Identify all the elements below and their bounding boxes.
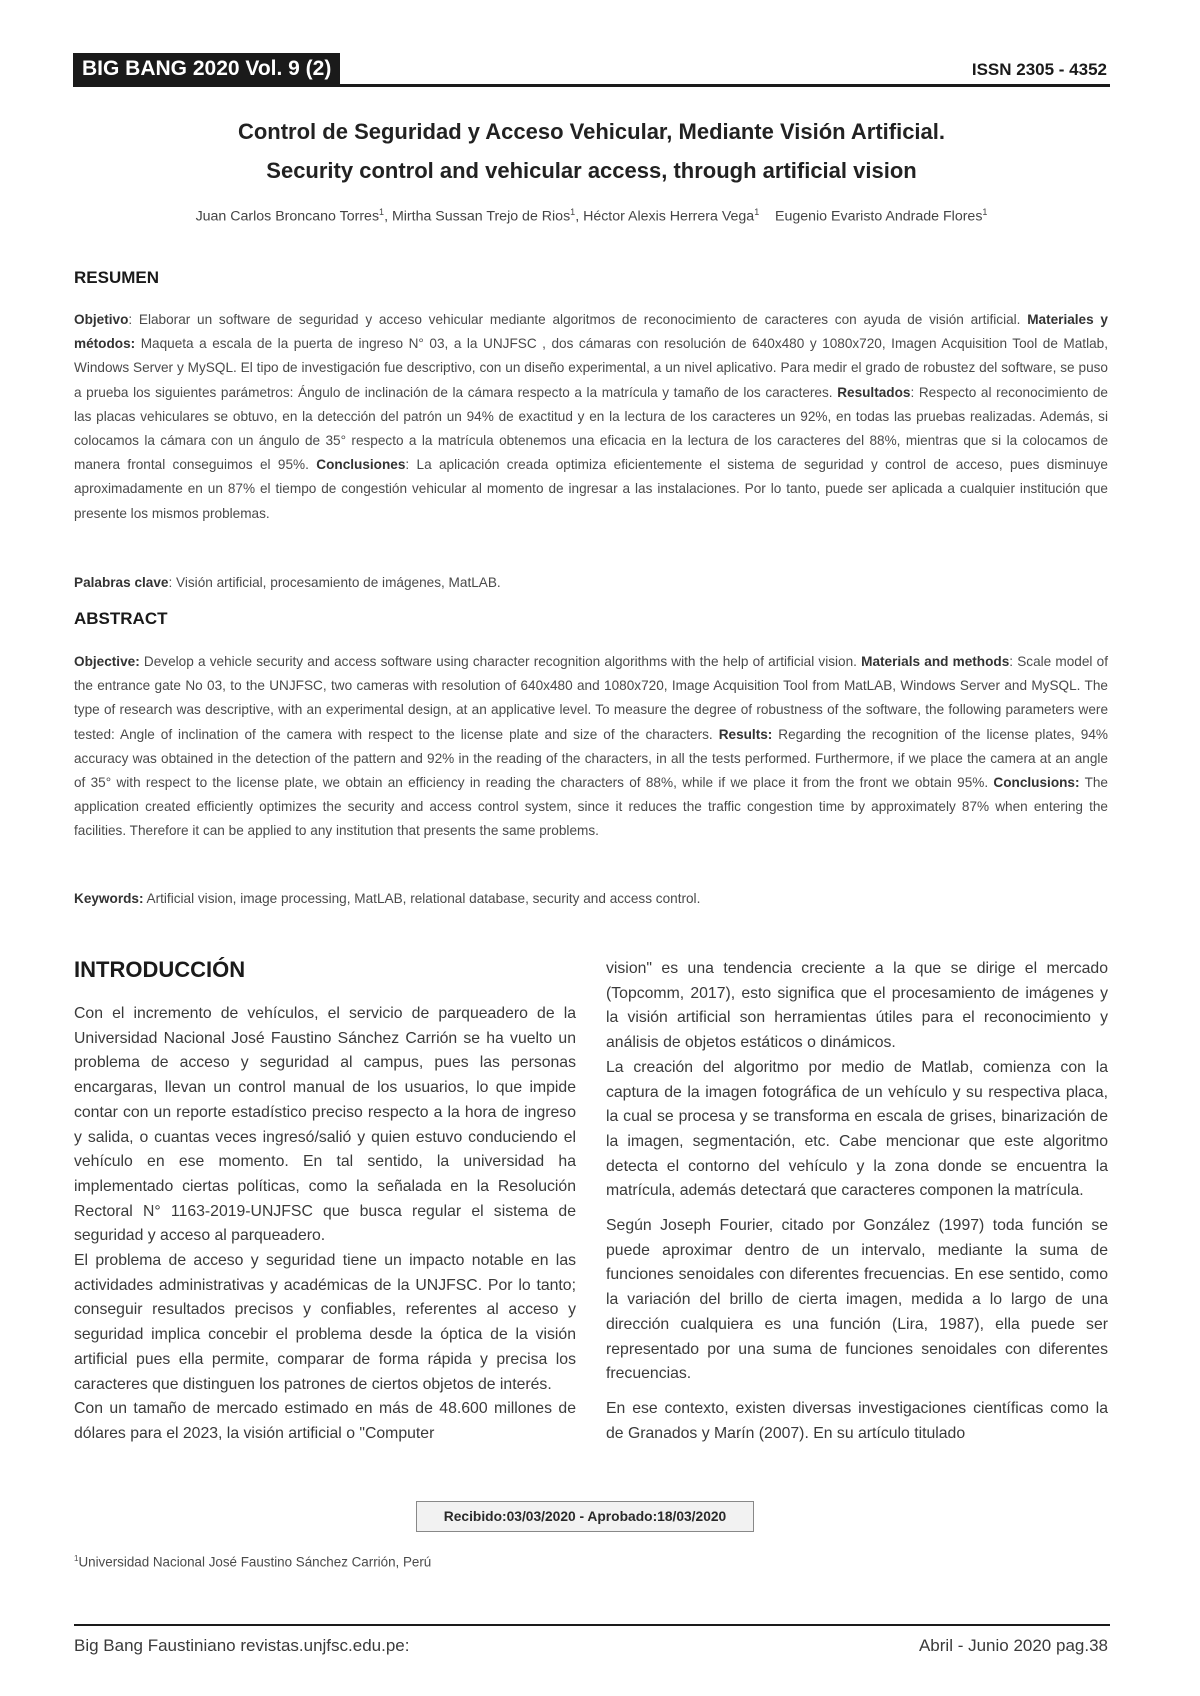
resumen-paragraph [74,308,1108,526]
intro-paragraph: Con el incremento de vehículos, el servicio de parqueadero de la Universidad Nacional José Faustino Sánchez Carrión se ha vuelto un problema de acceso y seguridad al campus, pues las personas encargaras, llevan un control manual de los usuarios, lo que impide contar con un reporte estadístico preciso respecto a la hora de ingreso y salida, o cuantas veces ingresó/salió y quien estuvo conduciendo el vehículo en ese momento. En tal sentido, la universidad ha implementado ciertas políticas, como la señalada en la Resolución Rectoral N° 1163-2019-UNJFSC que busca regular el sistema de seguridad y acceso al parqueadero. [74,1005,576,1245]
journal-badge: BIG BANG 2020 Vol. 9 (2) [73,53,340,85]
author-separator: , [384,208,392,225]
author-separator: , [575,208,584,225]
header-rule [73,84,1110,87]
text-materials: : Scale model of the entrance gate No 03, to the UNJFSC, two cameras with resolution of 640x480 and 1080x720, Image Acquisition Tool from MatLAB, Windows Server and MySQL. The type of research was descriptive, with an experimental design, at an applicative level. To measure the degree of robustness of the software, the following parameters were tested: Angle of inclination of the camera with respect to the license plate and size of the characters. [74,654,1108,742]
affiliation-mark: 1 [754,207,760,217]
intro-paragraph: Según Joseph Fourier, citado por González (1997) toda función se puede aproximar dentro de un intervalo, mediante la suma de funciones senoidales con diferentes frecuencias. En ese sentido, como la variación del brillo de cierta imagen, medida a lo largo de una dirección cualquiera es una función (Lira, 1987), ella puede ser representado por una suma de funciones senoidales con diferentes frecuencias. [606,1217,1108,1383]
author-list [73,207,1110,225]
label-conclusions: Conclusions: [993,775,1080,791]
text-keywords: Artificial vision, image processing, MatLAB, relational database, security and access control. [143,891,701,906]
text-materiales: Maqueta a escala de la puerta de ingreso N° 03, a la UNJFSC , dos cámaras con resolución de 640x480 y 1080x720, Imagen Acquisition Tool de Matlab, Windows Server y MySQL. El tipo de investigación fue descriptivo, con un diseño experimental, a un nivel aplicativo. Para medir el grado de robustez del software, se puso a prueba los siguientes parámetros: Ángulo de inclinación de la cámara respecto a la matrícula y tamaño de los caracteres. [74,336,1108,400]
label-results: Results: [718,726,773,742]
intro-paragraph: La creación del algoritmo por medio de Matlab, comienza con la captura de la imagen fotográfica de un vehículo y su respectiva placa, la cual se procesa y se transforma en escala de grises, binarización de la imagen, segmentación, etc. Cabe mencionar que este algoritmo detecta el contorno del vehículo y la zona donde se encuentra la matrícula, además detectará que caracteres componen la matrícula. [606,1058,1108,1200]
text-objective: Develop a vehicle security and access software using character recognition algorithms with the help of artificial vision. [139,654,862,669]
text-resultados: : Respecto al reconocimiento de las placas vehiculares se obtuvo, en la detección del patrón un 94% de exactitud y en la lectura de los caracteres un 92%, en todas las pruebas realizadas. Además, si colocamos la cámara con un ángulo de 35° respecto a la matrícula obtenemos una eficacia en la lectura de los caracteres del 88%, mientras que si la colocamos de manera frontal conseguimos el 95%. [74,384,1108,473]
text-objetivo: : Elaborar un software de seguridad y acceso vehicular mediante algoritmos de reconocimiento de caracteres con ayuda de visión artificial. [128,312,1028,327]
footer-journal-site: Big Bang Faustiniano revistas.unjfsc.edu.pe: [74,1636,410,1655]
title-spanish: Control de Seguridad y Acceso Vehicular, Mediante Visión Artificial. [237,119,946,144]
footnote-mark: 1 [74,1554,79,1563]
label-objective: Objective: [74,654,140,669]
keywords [74,887,1108,911]
section-heading-abstract: ABSTRACT [74,609,168,628]
received-dates-box: Recibido:03/03/2020 - Aprobado:18/03/2020 [416,1501,754,1532]
palabras-clave [74,571,1108,595]
label-conclusiones: Conclusiones [316,457,406,473]
label-keywords: Keywords: [74,891,144,906]
label-materiales: Materiales y métodos: [74,312,1108,352]
affiliation-mark: 1 [379,207,385,217]
intro-paragraph: vision" es una tendencia creciente a la que se dirige el mercado (Topcomm, 2017), esto significa que el procesamiento de imágenes y la visión artificial son herramientas útiles para el reconocimiento y análisis de objetos estáticos o dinámicos. [606,960,1108,1052]
affiliation-mark: 1 [570,207,576,217]
author-name: Eugenio Evaristo Andrade Flores [775,208,983,225]
abstract-paragraph [74,650,1108,844]
section-heading-introduccion: INTRODUCCIÓN [74,957,246,982]
footer-date-page: Abril - Junio 2020 pag.38 [918,1636,1108,1655]
text-results: Regarding the recognition of the license plates, 94% accuracy was obtained in the detection of the pattern and 92% in the reading of the characters, in all the tests performed. Furthermore, if we place the camera at an angle of 35° with respect to the license plate, we obtain an efficiency in reading the characters of 88%, while if we place it from the front we obtain 95%. [74,726,1108,791]
author-name: Héctor Alexis Herrera Vega [583,208,755,225]
issn-label: ISSN 2305 - 4352 [971,60,1107,79]
label-objetivo: Objetivo [74,312,129,327]
affiliation-footnote [74,1554,431,1569]
title-english: Security control and vehicular access, through artificial vision [266,158,917,183]
intro-paragraph: En ese contexto, existen diversas investigaciones científicas como la de Granados y Marín (2007). En su artículo titulado [606,1399,1108,1442]
label-palabras-clave: Palabras clave [74,575,169,590]
author-name: Mirtha Sussan Trejo de Rios [391,208,571,225]
section-heading-resumen: RESUMEN [74,268,160,287]
intro-left-column [74,1002,576,1447]
author-name: Juan Carlos Broncano Torres [195,208,380,225]
text-conclusions: The application created efficiently optimizes the security and access control system, since it reduces the traffic congestion time by approximately 87% when entering the facilities. Therefore it can be applied to any institution that presents the same problems. [74,775,1108,839]
affiliation-mark: 1 [982,207,988,217]
text-palabras-clave: : Visión artificial, procesamiento de imágenes, MatLAB. [168,575,501,590]
label-materials: Materials and methods [861,654,1010,669]
footer-rule [74,1624,1110,1626]
label-resultados: Resultados [837,384,911,400]
intro-right-column [606,957,1108,1446]
footnote-text: Universidad Nacional José Faustino Sánchez Carrión, Perú [78,1554,432,1570]
text-conclusiones: : La aplicación creada optimiza eficientemente el sistema de seguridad y control de acceso, pues disminuye aproximadamente en un 87% el tiempo de congestión vehicular al momento de ingresar a las instalaciones. Por lo tanto, puede ser aplicada a cualquier institución que presente los mismos problemas. [74,457,1108,521]
intro-paragraph: Con un tamaño de mercado estimado en más de 48.600 millones de dólares para el 2023, la visión artificial o "Computer [74,1400,576,1442]
intro-paragraph: El problema de acceso y seguridad tiene un impacto notable en las actividades administrativas y académicas de la UNJFSC. Por lo tanto; conseguir resultados precisos y confiables, referentes al acceso y seguridad implica concebir el problema desde la óptica de la visión artificial pues ella permite, comparar de forma rápida y precisa los caracteres que distinguen los patrones de ciertos objetos de interés. [74,1252,576,1393]
